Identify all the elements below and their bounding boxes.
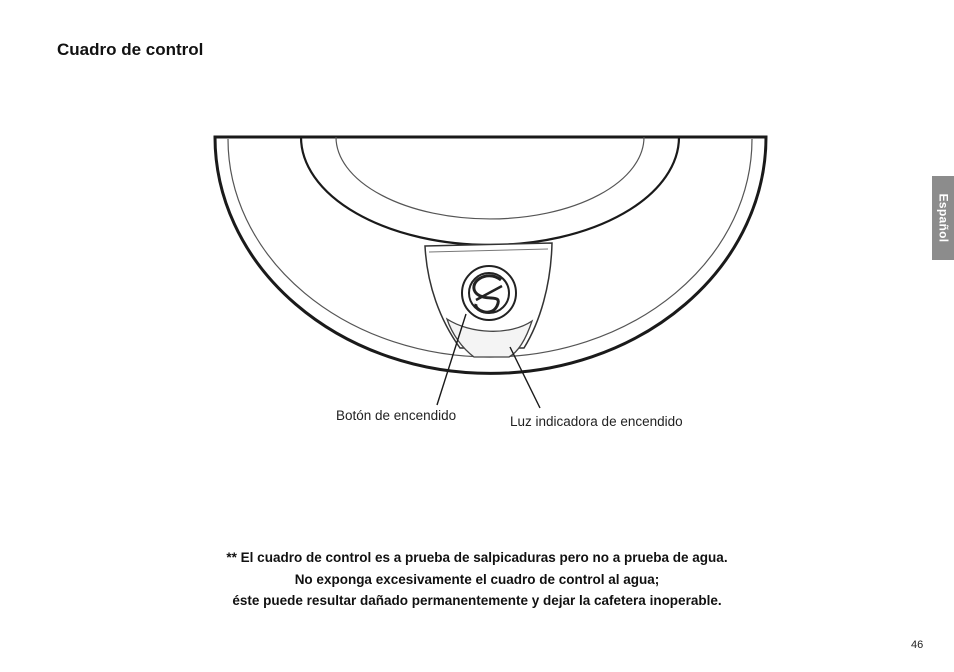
warning-line-3: éste puede resultar dañado permanentemente y dejar la cafetera inoperable. xyxy=(232,593,722,608)
power-light-label: Luz indicadora de encendido xyxy=(510,414,683,429)
warning-line-2: No exponga excesivamente el cuadro de control al agua; xyxy=(294,571,660,587)
warning-line-1: ** El cuadro de control es a prueba de salpicaduras pero no a prueba de agua. xyxy=(226,550,728,565)
page-number: 46 xyxy=(911,639,924,651)
power-button-label: Botón de encendido xyxy=(336,408,457,423)
page-title: Cuadro de control xyxy=(57,40,204,59)
warning-note xyxy=(0,547,954,612)
language-tab-label: Español xyxy=(936,193,950,243)
